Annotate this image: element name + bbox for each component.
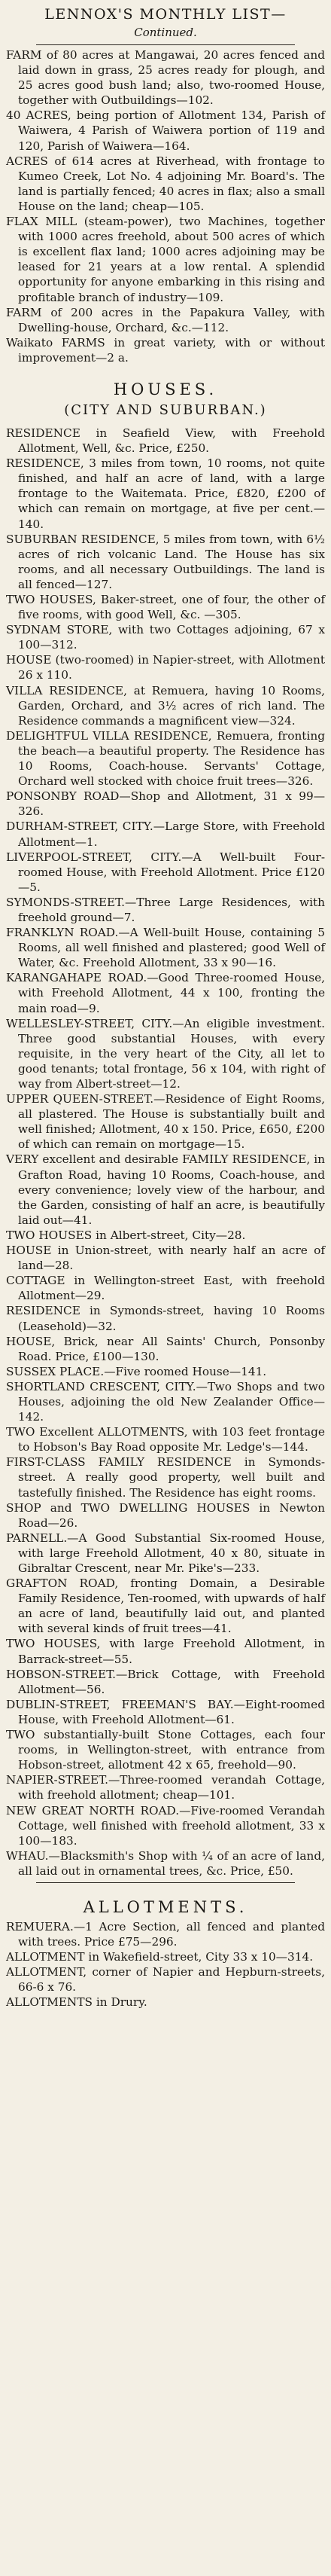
listing-entry: VERY excellent and desirable FAMILY RESIDENCE, in Grafton Road, having 10 Rooms, Coach-house, and every convenience; lovely view of the harbour, and the Garden, consisting of half an acre, is beautifully laid out—41. xyxy=(6,1152,325,1227)
listing-entry: REMUERA.—1 Acre Section, all fenced and planted with trees. Price £75—296. xyxy=(6,1919,325,1949)
listing-entry: KARANGAHAPE ROAD.—Good Three-roomed House, with Freehold Allotment, 44 x 100, fronting the main road—9. xyxy=(6,971,325,1015)
listing-entry: FLAX MILL (steam-power), two Machines, together with 1000 acres freehold, about 500 acres of which is excellent flax land; 1000 acres adjoining may be leased for 21 years at a low rental. A splendid opportunity for anyone embarking in this rising and profitable branch of industry—109. xyxy=(6,215,325,304)
house-listings xyxy=(6,426,325,1879)
divider xyxy=(36,1882,295,1883)
listing-entry: FARM of 80 acres at Mangawai, 20 acres fenced and laid down in grass, 25 acres ready for plough, and 25 acres good bush land; also, two-roomed House, together with Outbuildings—102. xyxy=(6,48,325,108)
listing-entry: SHORTLAND CRESCENT, CITY.—Two Shops and two Houses, adjoining the old New Zealander Office—142. xyxy=(6,1379,325,1424)
listing-entry: TWO HOUSES, with large Freehold Allotment, in Barrack-street—55. xyxy=(6,1637,325,1666)
listing-entry: RESIDENCE in Seafield View, with Freehold Allotment, Well, &c. Price, £250. xyxy=(6,426,325,456)
listing-entry: SYDNAM STORE, with two Cottages adjoining, 67 x 100—312. xyxy=(6,623,325,652)
listing-entry: Waikato FARMS in great variety, with or without improvement—2 a. xyxy=(6,335,325,365)
allotments-heading: ALLOTMENTS. xyxy=(83,1897,248,1916)
listing-entry: HOUSE, Brick, near All Saints' Church, Ponsonby Road. Price, £100—130. xyxy=(6,1334,325,1363)
listing-entry: UPPER QUEEN-STREET.—Residence of Eight Rooms, all plastered. The House is substantially built and well finished; Allotment, 40 x 150. Price, £650, £200 of which can remain on mortgage—15. xyxy=(6,1092,325,1152)
listing-entry: DUBLIN-STREET, FREEMAN'S BAY.—Eight-roomed House, with Freehold Allotment—61. xyxy=(6,1697,325,1726)
listing-entry: DELIGHTFUL VILLA RESIDENCE, Remuera, fronting the beach—a beautiful property. The Residence has 10 Rooms, Coach-house. Servants' Cottage, Orchard well stocked with choice fruit trees—326. xyxy=(6,728,325,789)
listing-entry: PONSONBY ROAD—Shop and Allotment, 31 x 99—326. xyxy=(6,789,325,819)
listing-entry: TWO substantially-built Stone Cottages, each four rooms, in Wellington-street, with entrance from Hobson-street, allotment 42 x 65, freehold—90. xyxy=(6,1728,325,1772)
listing-entry: WHAU.—Blacksmith's Shop with ¼ of an acre of land, all laid out in ornamental trees, &c. Price, £50. xyxy=(6,1848,325,1878)
listing-entry: NAPIER-STREET.—Three-roomed verandah Cottage, with freehold allotment; cheap—101. xyxy=(6,1773,325,1802)
listing-entry: ACRES of 614 acres at Riverhead, with frontage to Kumeo Creek, Lot No. 4 adjoining Mr. Board's. The land is partially fenced; 40 acres in flax; also a small House on the land; cheap—105. xyxy=(6,154,325,213)
continued-label: Continued. xyxy=(134,26,197,39)
listing-entry: SHOP and TWO DWELLING HOUSES in Newton Road—26. xyxy=(6,1500,325,1530)
listing-entry: GRAFTON ROAD, fronting Domain, a Desirable Family Residence, Ten-roomed, with upwards of half an acre of land, beautifully laid out, and planted with several kinds of fruit trees—41. xyxy=(6,1576,325,1636)
listing-entry: HOUSE in Union-street, with nearly half an acre of land—28. xyxy=(6,1244,325,1273)
listing-entry: FRANKLYN ROAD.—A Well-built House, containing 5 Rooms, all well finished and plastered; good Well of Water, &c. Freehold Allotment, 33 x 90—16. xyxy=(6,926,325,970)
list-title: LENNOX'S MONTHLY LIST— xyxy=(44,6,287,23)
land-listings xyxy=(6,47,325,365)
listing-entry: FIRST-CLASS FAMILY RESIDENCE in Symonds-street. A really good property, well built and tastefully finished. The Residence has eight rooms. xyxy=(6,1455,325,1500)
listing-entry: ALLOTMENT in Wakefield-street, City 33 x 10—314. xyxy=(6,1950,314,1964)
listing-entry: SUBURBAN RESIDENCE, 5 miles from town, with 6½ acres of rich volcanic Land. The House has six rooms, and all necessary Outbuildings. The land is all fenced—127. xyxy=(6,532,325,591)
houses-subheading: (CITY AND SUBURBAN.) xyxy=(64,401,267,418)
listing-entry: TWO HOUSES in Albert-street, City—28. xyxy=(6,1228,246,1242)
listing-entry: WELLESLEY-STREET, CITY.—An eligible investment. Three good substantial Houses, with every requisite, in the very heart of the City, all let to good tenants; total frontage, 56 x 104, with right of way from Albert-street—12. xyxy=(6,1016,325,1091)
listing-entry: PARNELL.—A Good Substantial Six-roomed House, with large Freehold Allotment, 40 x 80, situate in Gibraltar Crescent, near Mr. Pike's—233. xyxy=(6,1531,325,1575)
listing-entry: TWO HOUSES, Baker-street, one of four, the other of five rooms, with good Well, &c. —305. xyxy=(6,593,325,622)
listing-entry: 40 ACRES, being portion of Allotment 134, Parish of Waiwera, 4 Parish of Waiwera portion of 119 and 120, Parish of Waiwera—164. xyxy=(6,108,325,153)
listing-entry: RESIDENCE, 3 miles from town, 10 rooms, not quite finished, and half an acre of land, with a large frontage to the Waitemata. Price, £820, £200 of which can remain on mortgage, at five per cent.—140. xyxy=(6,456,325,531)
listing-entry: SYMONDS-STREET.—Three Large Residences, with freehold ground—7. xyxy=(6,895,325,924)
listing-entry: FARM of 200 acres in the Papakura Valley, with Dwelling-house, Orchard, &c.—112. xyxy=(6,305,325,334)
listing-entry: NEW GREAT NORTH ROAD.—Five-roomed Verandah Cottage, well finished with freehold allotment, 33 x 100—183. xyxy=(6,1803,325,1848)
listing-entry: LIVERPOOL-STREET, CITY.—A Well-built Four-roomed House, with Freehold Allotment. Price £120—5. xyxy=(6,850,325,894)
listing-entry: HOBSON-STREET.—Brick Cottage, with Freehold Allotment—56. xyxy=(6,1667,325,1696)
listing-entry: VILLA RESIDENCE, at Remuera, having 10 Rooms, Garden, Orchard, and 3½ acres of rich land. The Residence commands a magnificent view—324. xyxy=(6,683,325,728)
divider xyxy=(36,44,295,45)
listing-entry: COTTAGE in Wellington-street East, with freehold Allotment—29. xyxy=(6,1274,325,1303)
listing-entry: ALLOTMENTS in Drury. xyxy=(6,1995,147,2010)
listing-entry: SUSSEX PLACE.—Five roomed House—141. xyxy=(6,1364,267,1378)
listing-entry: TWO Excellent ALLOTMENTS, with 103 feet frontage to Hobson's Bay Road opposite Mr. Ledge's—144. xyxy=(6,1425,325,1454)
listing-entry: RESIDENCE in Symonds-street, having 10 Rooms (Leasehold)—32. xyxy=(6,1304,325,1333)
listing-entry: DURHAM-STREET, CITY.—Large Store, with Freehold Allotment—1. xyxy=(6,819,325,849)
allotment-listings xyxy=(6,1919,325,2010)
listing-entry: HOUSE (two-roomed) in Napier-street, with Allotment 26 x 110. xyxy=(6,653,325,682)
listing-entry: ALLOTMENT, corner of Napier and Hepburn-streets, 66-6 x 76. xyxy=(6,1965,325,1995)
houses-heading: HOUSES. xyxy=(113,380,218,398)
